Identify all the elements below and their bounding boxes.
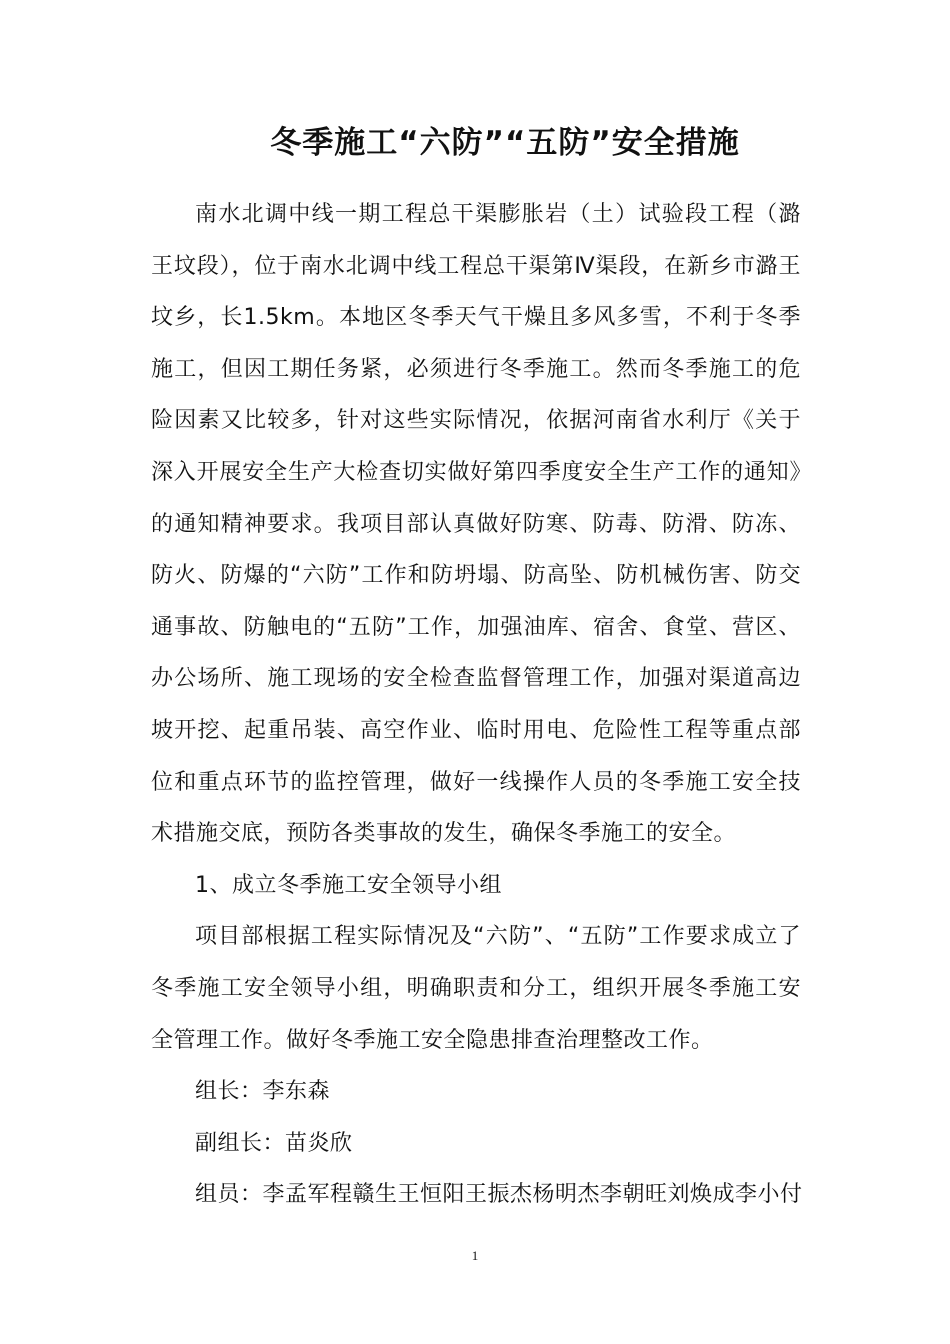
team-leader: 组长：李东森 (195, 1079, 331, 1105)
page-number: 1 (471, 1248, 479, 1263)
section-paragraph: 项目部根据工程实际情况及“六防”、“五防”工作要求成立了冬季施工安全领导小组，明确职责和分工，组织开展冬季施工安全管理工作。做好冬季施工安全隐患排查治理整改工作。 (151, 924, 801, 1053)
section-heading: 1、成立冬季施工安全领导小组 (195, 872, 502, 898)
document-body (151, 189, 801, 1221)
deputy-leader: 副组长：苗炎欣 (195, 1130, 353, 1156)
team-members: 组员：李孟军程赣生王恒阳王振杰杨明杰李朝旺刘焕成李小付 (195, 1182, 803, 1208)
intro-paragraph: 南水北调中线一期工程总干渠膨胀岩（土）试验段工程（潞王坟段），位于南水北调中线工程总干渠第Ⅳ渠段，在新乡市潞王坟乡，长1.5km。本地区冬季天气干燥且多风多雪，不利于冬季施工，但因工期任务紧，必须进行冬季施工。然而冬季施工的危险因素又比较多，针对这些实际情况，依据河南省水利厅《关于深入开展安全生产大检查切实做好第四季度安全生产工作的通知》的通知精神要求。我项目部认真做好防寒、防毒、防滑、防冻、防火、防爆的“六防”工作和防坍塌、防高坠、防机械伤害、防交通事故、防触电的“五防”工作，加强油库、宿舍、食堂、营区、办公场所、施工现场的安全检查监督管理工作，加强对渠道高边坡开挖、起重吊装、高空作业、临时用电、危险性工程等重点部位和重点环节的监控管理，做好一线操作人员的冬季施工安全技术措施交底，预防各类事故的发生，确保冬季施工的安全。 (151, 202, 801, 847)
document-title: 冬季施工“六防”“五防”安全措施 (270, 125, 740, 161)
